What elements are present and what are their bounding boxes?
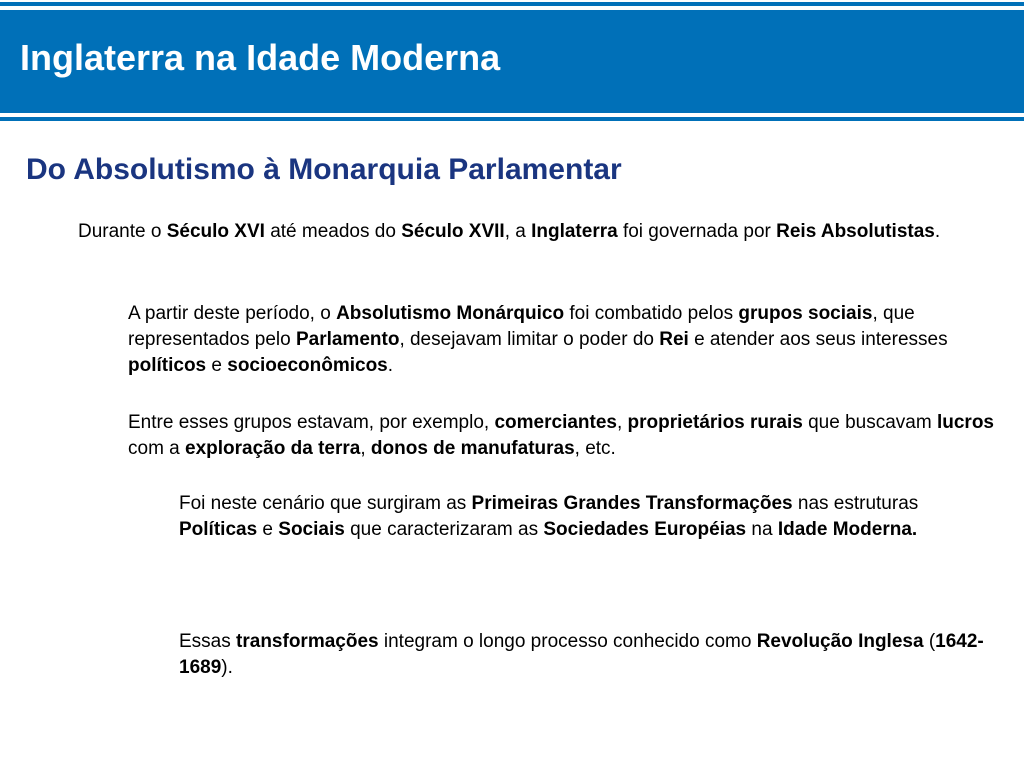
body-text: e [206, 355, 228, 376]
body-text: , [360, 438, 371, 459]
body-text: Foi neste cenário que surgiram as [179, 493, 472, 514]
body-text: A partir deste período, o [128, 303, 337, 324]
body-text: foi governada por [617, 221, 777, 242]
paragraph-absolutist-kings [78, 219, 978, 245]
body-text: e [257, 519, 279, 540]
body-text: ). [221, 657, 233, 678]
body-text: Entre esses grupos estavam, por exemplo, [128, 412, 495, 433]
emphasis-text: proprietários rurais [627, 412, 803, 433]
emphasis-text: comerciantes [494, 412, 617, 433]
emphasis-text: políticos [128, 355, 207, 376]
emphasis-text: transformações [236, 631, 379, 652]
body-text: , [616, 412, 628, 433]
emphasis-text: Sociais [278, 519, 345, 540]
body-text: Essas [179, 631, 237, 652]
emphasis-text: Século XVI [166, 221, 265, 242]
emphasis-text: Inglaterra [531, 221, 618, 242]
body-text: e atender aos seus interesses [688, 329, 948, 350]
paragraph-english-revolution [179, 629, 999, 681]
body-text: que caracterizaram as [344, 519, 544, 540]
emphasis-text: socioeconômicos [227, 355, 388, 376]
paragraph-transformations [179, 491, 979, 543]
emphasis-text: Século XVII [401, 221, 505, 242]
emphasis-text: donos de manufaturas [370, 438, 575, 459]
body-text: . [387, 355, 394, 376]
body-text: ( [923, 631, 936, 652]
emphasis-text: Reis Absolutistas [776, 221, 935, 242]
body-text: na [746, 519, 778, 540]
emphasis-text: lucros [936, 412, 994, 433]
section-heading: Do Absolutismo à Monarquia Parlamentar [26, 153, 622, 186]
emphasis-text: Políticas [179, 519, 258, 540]
body-text: foi combatido pelos [564, 303, 739, 324]
emphasis-text: Sociedades Européias [543, 519, 747, 540]
emphasis-text: grupos sociais [738, 303, 873, 324]
body-text: Durante o [78, 221, 167, 242]
paragraph-parliament-opposition [128, 301, 968, 379]
body-text: . [934, 221, 941, 242]
body-text: , que representados pelo [128, 303, 915, 350]
emphasis-text: Revolução Inglesa [756, 631, 924, 652]
slide-title: Inglaterra na Idade Moderna [20, 37, 501, 78]
body-text: , a [504, 221, 532, 242]
body-text: até meados do [264, 221, 402, 242]
emphasis-text: Absolutismo Monárquico [336, 303, 565, 324]
body-text: integram o longo processo conhecido como [378, 631, 757, 652]
emphasis-text: Primeiras Grandes Transformações [471, 493, 793, 514]
body-text: nas estruturas [792, 493, 919, 514]
body-text: com a [128, 438, 186, 459]
emphasis-text: Parlamento [295, 329, 400, 350]
emphasis-text: exploração da terra [185, 438, 361, 459]
body-text: que buscavam [802, 412, 937, 433]
header-top-rule [0, 2, 1024, 6]
emphasis-text: 1642-1689 [179, 631, 984, 678]
header-bottom-rule [0, 117, 1024, 121]
paragraph-social-groups [128, 410, 998, 462]
body-text: , desejavam limitar o poder do [399, 329, 660, 350]
body-text: , etc. [574, 438, 616, 459]
emphasis-text: Idade Moderna. [777, 519, 918, 540]
emphasis-text: Rei [659, 329, 689, 350]
